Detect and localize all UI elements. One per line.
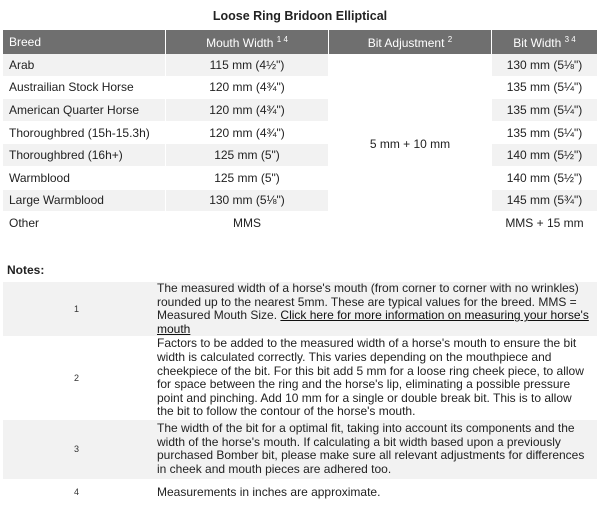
mouth-width-cell: 125 mm (5") bbox=[166, 166, 329, 189]
note-number: 1 bbox=[3, 282, 150, 337]
mouth-width-cell: 115 mm (4½") bbox=[166, 54, 329, 76]
bit-width-cell: 145 mm (5¾") bbox=[492, 189, 598, 212]
bit-size-table bbox=[3, 30, 597, 235]
table-header-row bbox=[3, 30, 597, 54]
table-row bbox=[3, 121, 597, 144]
bit-width-header: Bit Width $^{3 4}$ bbox=[492, 30, 598, 54]
note-row bbox=[3, 282, 597, 337]
breed-header: Breed bbox=[3, 30, 166, 54]
measuring-info-link[interactable]: Click here for more information on measuring your horse's mouth bbox=[157, 308, 589, 336]
mouth-width-cell: 120 mm (4¾") bbox=[166, 99, 329, 122]
mouth-width-cell: 130 mm (5⅛") bbox=[166, 189, 329, 212]
bit-width-cell: 130 mm (5⅛") bbox=[492, 54, 598, 76]
table-row bbox=[3, 99, 597, 122]
bit-width-cell: 135 mm (5¼") bbox=[492, 76, 598, 99]
notes-heading: Notes: bbox=[7, 263, 45, 277]
bit-adjustment-header: Bit Adjustment $^2$ bbox=[329, 30, 492, 54]
breed-cell: American Quarter Horse bbox=[3, 99, 166, 122]
note-row bbox=[3, 337, 597, 420]
bit-width-cell: 140 mm (5½") bbox=[492, 166, 598, 189]
bit-width-cell: 135 mm (5¼") bbox=[492, 99, 598, 122]
mouth-width-header: Mouth Width $^{1 4}$ bbox=[166, 30, 329, 54]
table-row bbox=[3, 212, 597, 235]
mouth-width-cell: 125 mm (5") bbox=[166, 144, 329, 167]
breed-cell: Warmblood bbox=[3, 166, 166, 189]
note-text: The measured width of a horse's mouth (from corner to corner with no wrinkles) rounded up to the nearest 5mm. These are typical values for the breed. MMS = Measured Mouth Size. Click here for more information on measuring your horse's mouth bbox=[150, 282, 597, 337]
breed-cell: Arab bbox=[3, 54, 166, 76]
note-number: 2 bbox=[3, 337, 150, 420]
note-row bbox=[3, 479, 597, 505]
breed-cell: Other bbox=[3, 212, 166, 235]
table-row bbox=[3, 189, 597, 212]
table-row bbox=[3, 166, 597, 189]
breed-cell: Austrailian Stock Horse bbox=[3, 76, 166, 99]
notes-table bbox=[3, 282, 597, 506]
mouth-width-cell: 120 mm (4¾") bbox=[166, 76, 329, 99]
note-number: 3 bbox=[3, 419, 150, 479]
mouth-width-cell: 120 mm (4¾") bbox=[166, 121, 329, 144]
breed-cell: Thoroughbred (16h+) bbox=[3, 144, 166, 167]
table-row bbox=[3, 54, 597, 76]
bit-width-cell: MMS + 15 mm bbox=[492, 212, 598, 235]
note-number: 4 bbox=[3, 479, 150, 505]
page-title: Loose Ring Bridoon Elliptical bbox=[212, 9, 388, 23]
mouth-width-cell: MMS bbox=[166, 212, 329, 235]
breed-cell: Thoroughbred (15h-15.3h) bbox=[3, 121, 166, 144]
note-text: Factors to be added to the measured width of a horse's mouth to ensure the bit width is calculated correctly. This varies depending on the mouthpiece and cheekpiece of the bit. For this bit add 5 mm for a loose ring cheek piece, to allow for space between the ring and the horse's lip, eliminating a possible pressure point and pinching. Add 10 mm for a single or double break bit. This is to allow the bit to follow the contour of the horse's mouth. bbox=[150, 337, 597, 420]
breed-cell: Large Warmblood bbox=[3, 189, 166, 212]
bit-width-cell: 135 mm (5¼") bbox=[492, 121, 598, 144]
note-row bbox=[3, 419, 597, 479]
table-row bbox=[3, 76, 597, 99]
note-text: The width of the bit for a optimal fit, taking into account its components and the width of the horse's mouth. If calculating a bit width based upon a previously purchased Bomber bit, please make sure all relevant adjustments for differences in cheek and mouth pieces are adhered too. bbox=[150, 419, 597, 479]
note-text: Measurements in inches are approximate. bbox=[150, 479, 597, 505]
bit-width-cell: 140 mm (5½") bbox=[492, 144, 598, 167]
bit-adjustment-cell: 5 mm + 10 mm bbox=[329, 54, 492, 234]
table-row bbox=[3, 144, 597, 167]
